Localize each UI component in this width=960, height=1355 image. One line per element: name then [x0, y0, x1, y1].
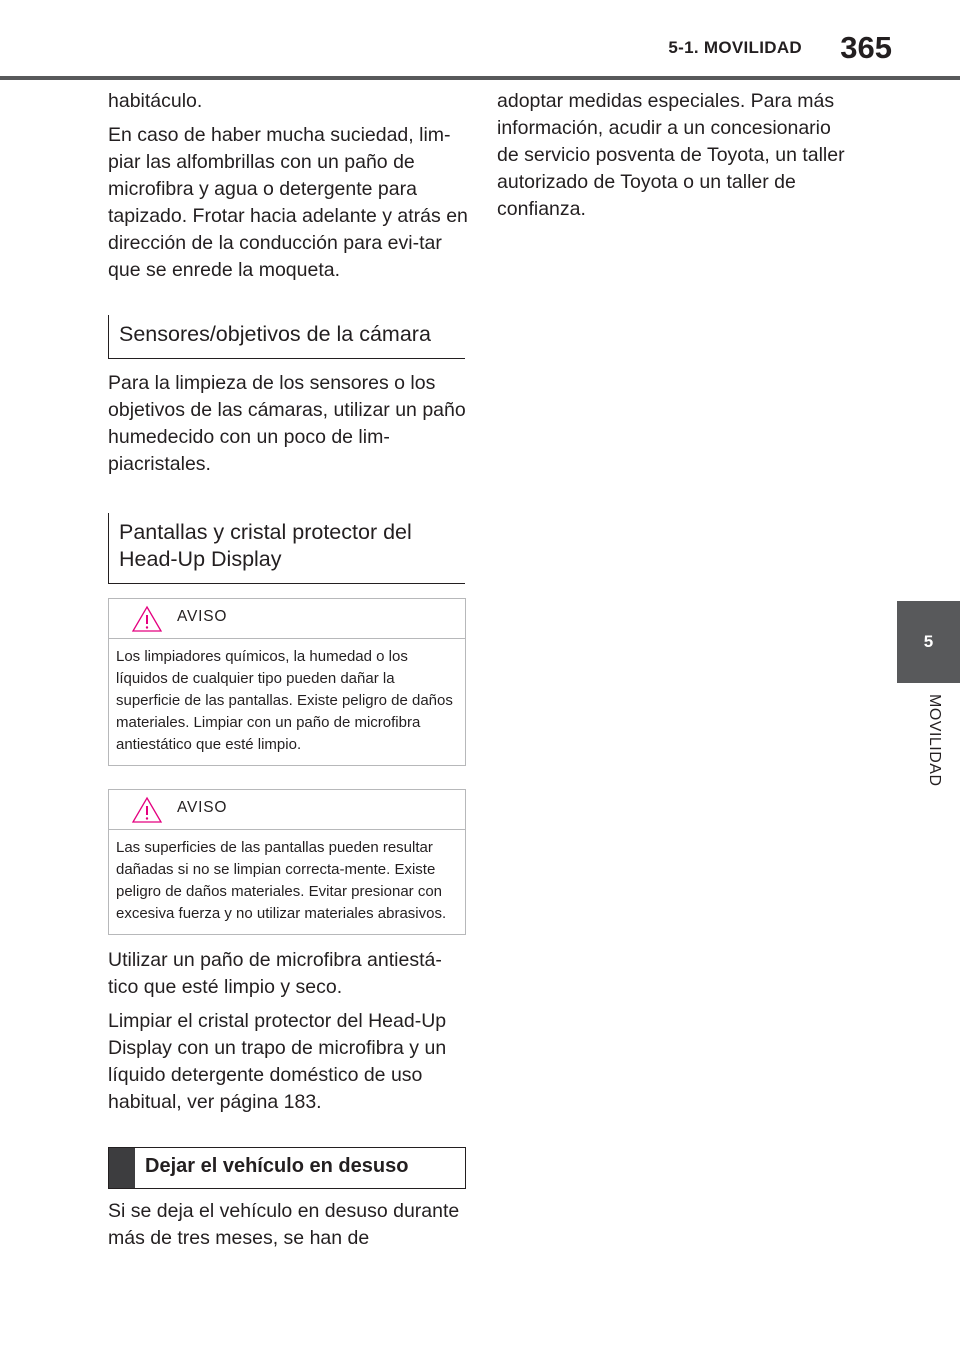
- notice-header: [109, 790, 465, 830]
- section-marker: [109, 1148, 135, 1188]
- notice-title: AVISO: [177, 799, 228, 816]
- paragraph: Para la limpieza de los sensores o los objetivos de las cámaras, utilizar un paño humedecido con un poco de lim-piacristales.: [108, 372, 466, 475]
- notice-text: Las superficies de las pantallas pueden resultar dañadas si no se limpian correcta-mente. Existe peligro de daños materiales. Evitar presionar con excesiva fuerza y no utilizar materiales abrasivos.: [116, 839, 447, 922]
- warning-triangle-icon: [131, 796, 163, 824]
- notice-box: [108, 789, 466, 935]
- chapter-number: 5: [923, 632, 934, 651]
- subheading-displays: Pantallas y cristal protector del Head-Up Display: [108, 513, 465, 584]
- notice-title: AVISO: [177, 608, 228, 625]
- notice-header: [109, 599, 465, 639]
- chapter-tab[interactable]: [897, 601, 960, 683]
- section-title: Dejar el vehículo en desuso: [145, 1155, 409, 1177]
- notice-text: Los limpiadores químicos, la humedad o los líquidos de cualquier tipo pueden dañar la superficie de las pantallas. Existe peligro de daños materiales. Limpiar con un paño de microfibra antiestático que esté limpio.: [116, 648, 453, 753]
- warning-triangle-icon: [131, 605, 163, 633]
- paragraph: En caso de haber mucha suciedad, lim-piar las alfombrillas con un paño de microfibra y agua o detergente para tapizado. Frotar hacia adelante y atrás en dirección de la conducción para evi-tar que se enrede la moqueta.: [108, 124, 468, 281]
- section-title-bar: [108, 1147, 466, 1189]
- subheading-camera-sensors: Sensores/objetivos de la cámara: [108, 315, 465, 359]
- paragraph: Si se deja el vehículo en desuso durante más de tres meses, se han de: [108, 1200, 460, 1249]
- paragraph: Limpiar el cristal protector del Head-Up Display con un trapo de microfibra y un líquido detergente doméstico de uso habitual, ver página 183.: [108, 1010, 447, 1113]
- notice-box: [108, 598, 466, 766]
- paragraph: Utilizar un paño de microfibra antiestá-tico que esté limpio y seco.: [108, 949, 442, 998]
- paragraph: habitáculo.: [108, 90, 203, 112]
- paragraph: adoptar medidas especiales. Para más información, acudir a un concesionario de servicio posventa de Toyota, un taller autorizado de Toyota o un taller de confianza.: [497, 90, 845, 220]
- header-rule: [0, 76, 960, 80]
- chapter-label: MOVILIDAD: [926, 694, 943, 787]
- running-header-title: 5-1. MOVILIDAD: [668, 38, 802, 57]
- page-number: 365: [840, 30, 892, 65]
- left-column: [108, 88, 468, 1252]
- right-column: [497, 88, 857, 223]
